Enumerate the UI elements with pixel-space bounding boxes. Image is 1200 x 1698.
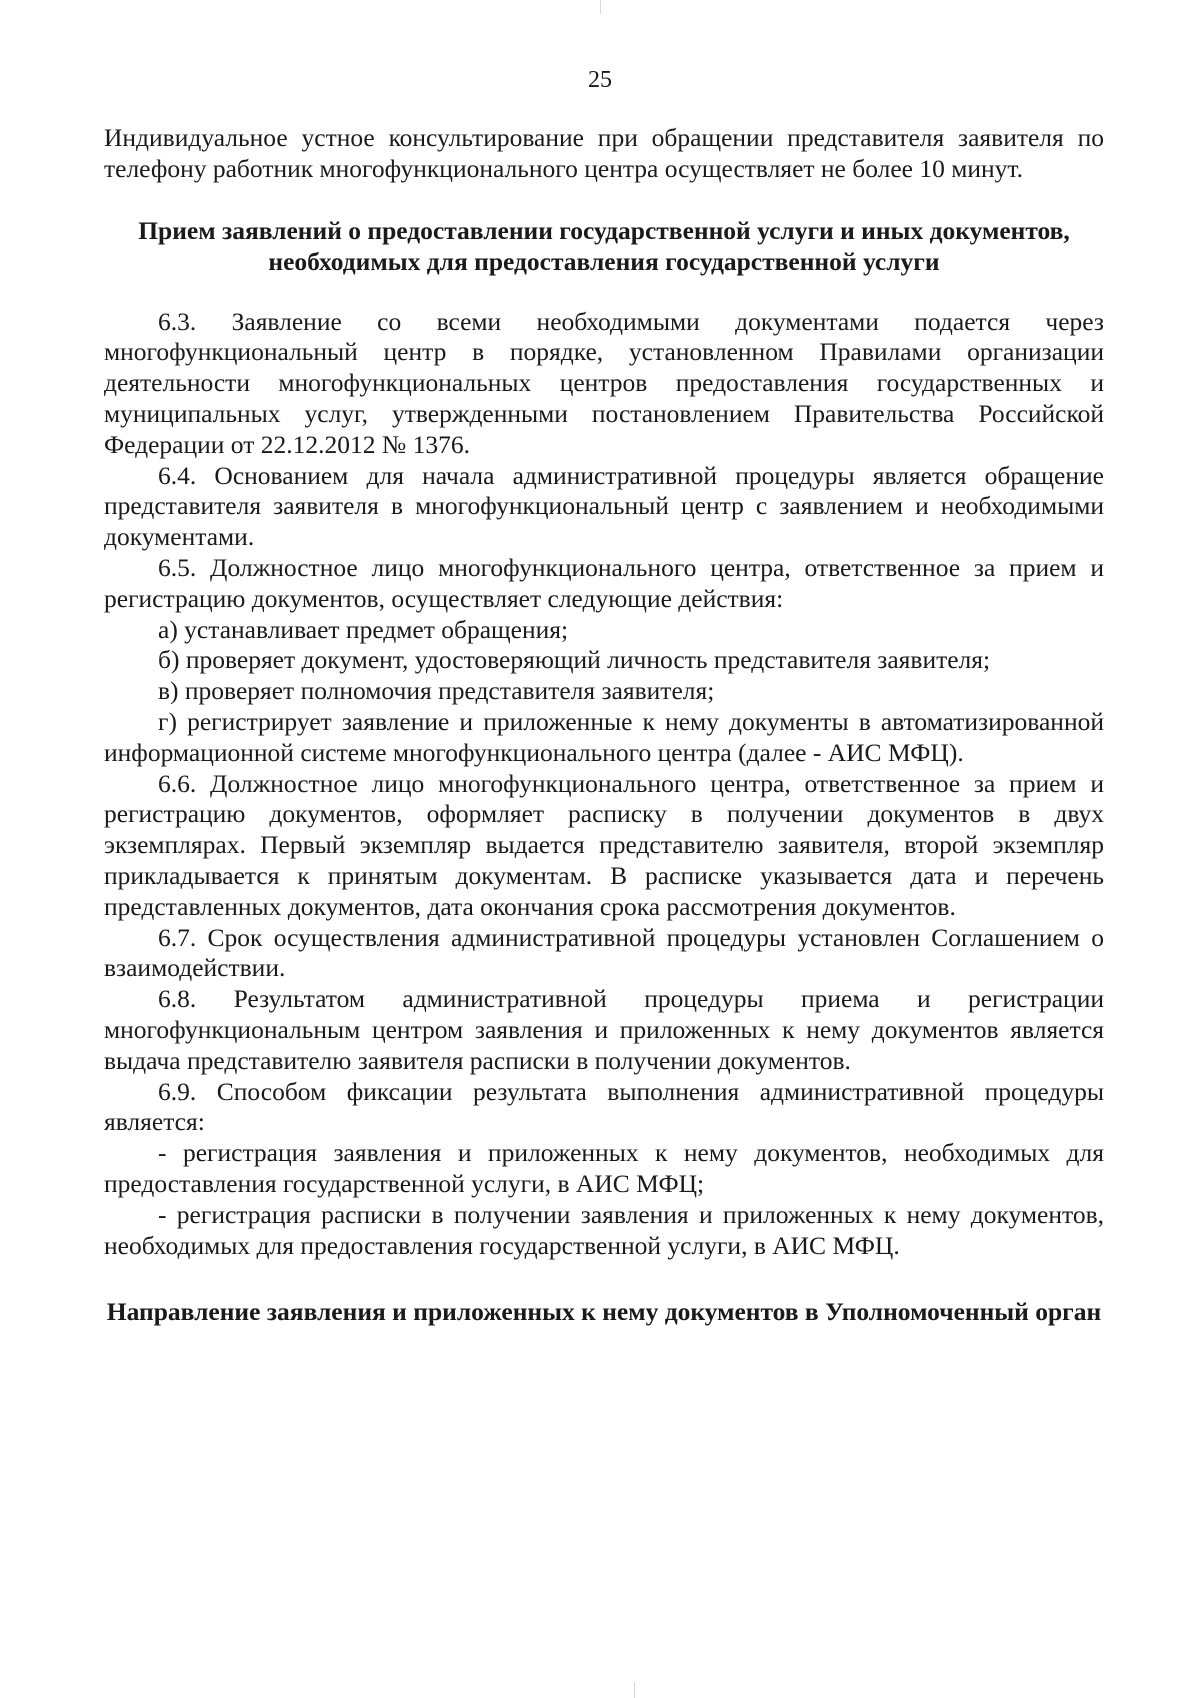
paragraph-6-3: 6.3. Заявление со всеми необходимыми документами подается через многофункциональный центр в порядке, установленном Правилами организации деятельности многофункциональных центров предоставления государственных и муниципальных услуг, утвержденными постановлением Правительства Российской Федерации от 22.12.2012 № 1376. [104,306,1104,459]
paragraph-6-9: 6.9. Способом фиксации результата выполнения административной процедуры является: [104,1076,1104,1137]
page-number: 25 [588,67,612,93]
scan-artifact-top [600,0,601,14]
paragraph-6-4: 6.4. Основанием для начала административной процедуры является обращение представителя заявителя в многофункциональный центр с заявлением и необходимыми документами. [104,460,1104,552]
paragraph-6-6: 6.6. Должностное лицо многофункционального центра, ответственное за прием и регистрацию документов, оформляет расписку в получении документов в двух экземплярах. Первый экземпляр выдается представителю заявителя, второй экземпляр прикладывается к принятым документам. В расписке указывается дата и перечень представленных документов, дата окончания срока рассмотрения документов. [104,768,1104,921]
document-body [104,123,1104,1327]
list-item-v: в) проверяет полномочия представителя заявителя; [158,676,715,706]
list-item-a: а) устанавливает предмет обращения; [158,614,569,644]
paragraph-6-5: 6.5. Должностное лицо многофункционального центра, ответственное за прием и регистрацию документов, осуществляет следующие действия: [104,552,1104,613]
section-heading: Направление заявления и приложенных к нему документов в Уполномоченный орган [106,1297,1102,1327]
intro-paragraph: Индивидуальное устное консультирование при обращении представителя заявителя по телефону работник многофункционального центра осуществляет не более 10 минут. [104,123,1104,183]
fixation-item-1: - регистрация заявления и приложенных к нему документов, необходимых для предоставления государственной услуги, в АИС МФЦ; [104,1138,1104,1198]
list-item-b: б) проверяет документ, удостоверяющий личность представителя заявителя; [158,645,991,675]
list-item-g: г) регистрирует заявление и приложенные к нему документы в автоматизированной информационной системе многофункционального центра (далее - АИС МФЦ). [104,706,1104,767]
scan-artifact-bottom [634,1682,635,1698]
paragraph-6-7: 6.7. Срок осуществления административной процедуры установлен Соглашением о взаимодействии. [104,922,1104,983]
fixation-item-2: - регистрация расписки в получении заявления и приложенных к нему документов, необходимых для предоставления государственной услуги, в АИС МФЦ. [104,1199,1104,1260]
section-heading: Прием заявлений о предоставлении государственной услуги и иных документов, необходимых для предоставления государственной услуги [138,215,1070,276]
paragraph-6-8: 6.8. Результатом административной процедуры приема и регистрации многофункциональным центром заявления и приложенных к нему документов является выдача представителю заявителя расписки в получении документов. [104,984,1104,1075]
